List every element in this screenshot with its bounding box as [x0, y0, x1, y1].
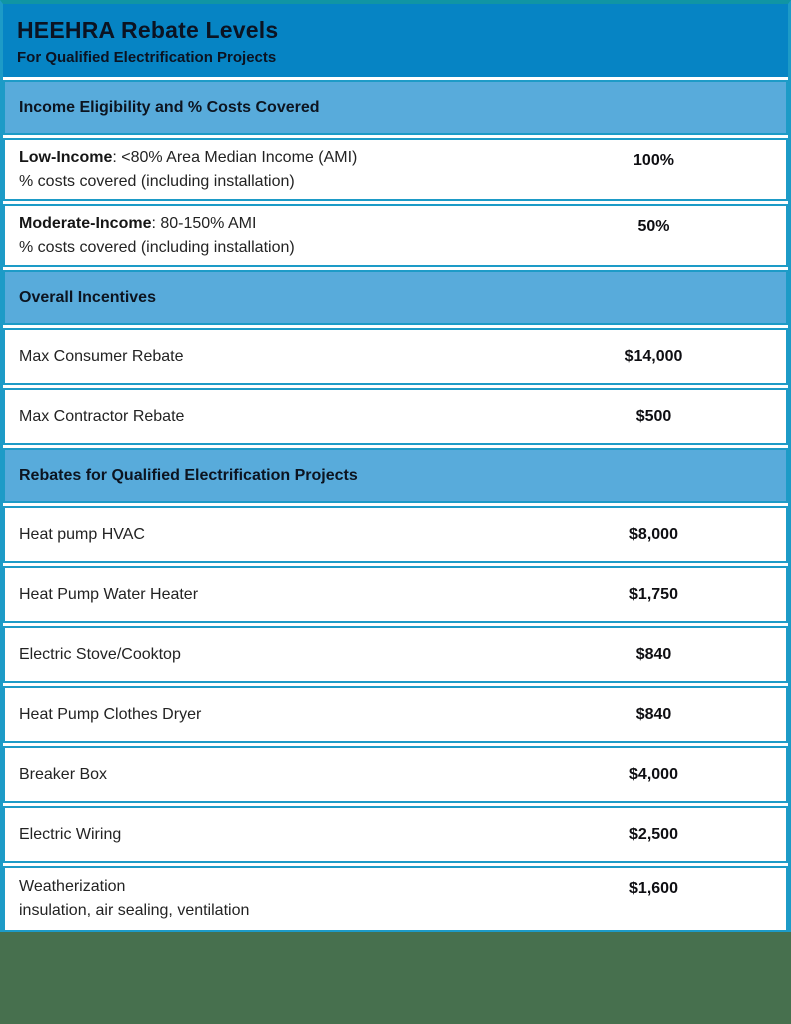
row-label	[5, 146, 521, 194]
table-row-heat-pump-clothes-dryer	[3, 686, 788, 743]
table-row-heat-pump-hvac	[3, 506, 788, 563]
section-heading-income-eligibility: Income Eligibility and % Costs Covered	[3, 80, 788, 135]
table-row-electric-wiring	[3, 806, 788, 863]
row-value: $840	[635, 645, 672, 663]
row-label-line1	[19, 212, 521, 236]
table-row-max-consumer-rebate	[3, 328, 788, 385]
row-label: Electric Stove/Cooktop	[19, 645, 181, 663]
row-label-line1	[19, 146, 521, 170]
table-row-heat-pump-water-heater	[3, 566, 788, 623]
row-label: Heat Pump Clothes Dryer	[19, 705, 202, 723]
row-label	[5, 875, 521, 923]
row-value: $8,000	[629, 525, 678, 543]
section-heading-overall-incentives: Overall Incentives	[3, 270, 788, 325]
row-label-rest: : <80% Area Median Income (AMI)	[112, 148, 358, 166]
section-heading-rebates-projects: Rebates for Qualified Electrification Projects	[3, 448, 788, 503]
row-value: $1,750	[629, 585, 678, 603]
row-label: Electric Wiring	[19, 825, 122, 843]
row-sublabel: % costs covered (including installation)	[19, 172, 295, 190]
row-value: $14,000	[624, 347, 683, 365]
row-label-bold: Moderate-Income	[19, 214, 152, 232]
page-subtitle: For Qualified Electrification Projects	[17, 49, 277, 66]
table-header	[3, 4, 788, 77]
table-row-low-income	[3, 138, 788, 201]
page-title: HEEHRA Rebate Levels	[17, 17, 279, 43]
row-label-rest: : 80-150% AMI	[151, 214, 257, 232]
row-label: Max Contractor Rebate	[19, 407, 185, 425]
row-label	[5, 212, 521, 260]
row-value: $2,500	[629, 825, 678, 843]
row-label-line1: Weatherization	[19, 878, 126, 895]
row-sublabel: % costs covered (including installation)	[19, 238, 295, 256]
row-value: $840	[635, 705, 672, 723]
footer-band	[0, 932, 791, 1024]
row-label: Max Consumer Rebate	[19, 347, 184, 365]
row-label-bold: Low-Income	[19, 148, 113, 166]
row-value: $1,600	[629, 880, 678, 897]
row-sublabel: insulation, air sealing, ventilation	[19, 902, 250, 919]
row-label: Heat pump HVAC	[19, 525, 145, 543]
row-label: Breaker Box	[19, 765, 108, 783]
row-label: Heat Pump Water Heater	[19, 585, 199, 603]
table-row-weatherization	[3, 866, 788, 932]
table-row-breaker-box	[3, 746, 788, 803]
row-value: $4,000	[629, 765, 678, 783]
table-row-moderate-income	[3, 204, 788, 267]
row-value: $500	[635, 407, 672, 425]
table-row-electric-stove-cooktop	[3, 626, 788, 683]
table-row-max-contractor-rebate	[3, 388, 788, 445]
row-value: 50%	[637, 218, 670, 235]
row-value: 100%	[633, 152, 674, 169]
